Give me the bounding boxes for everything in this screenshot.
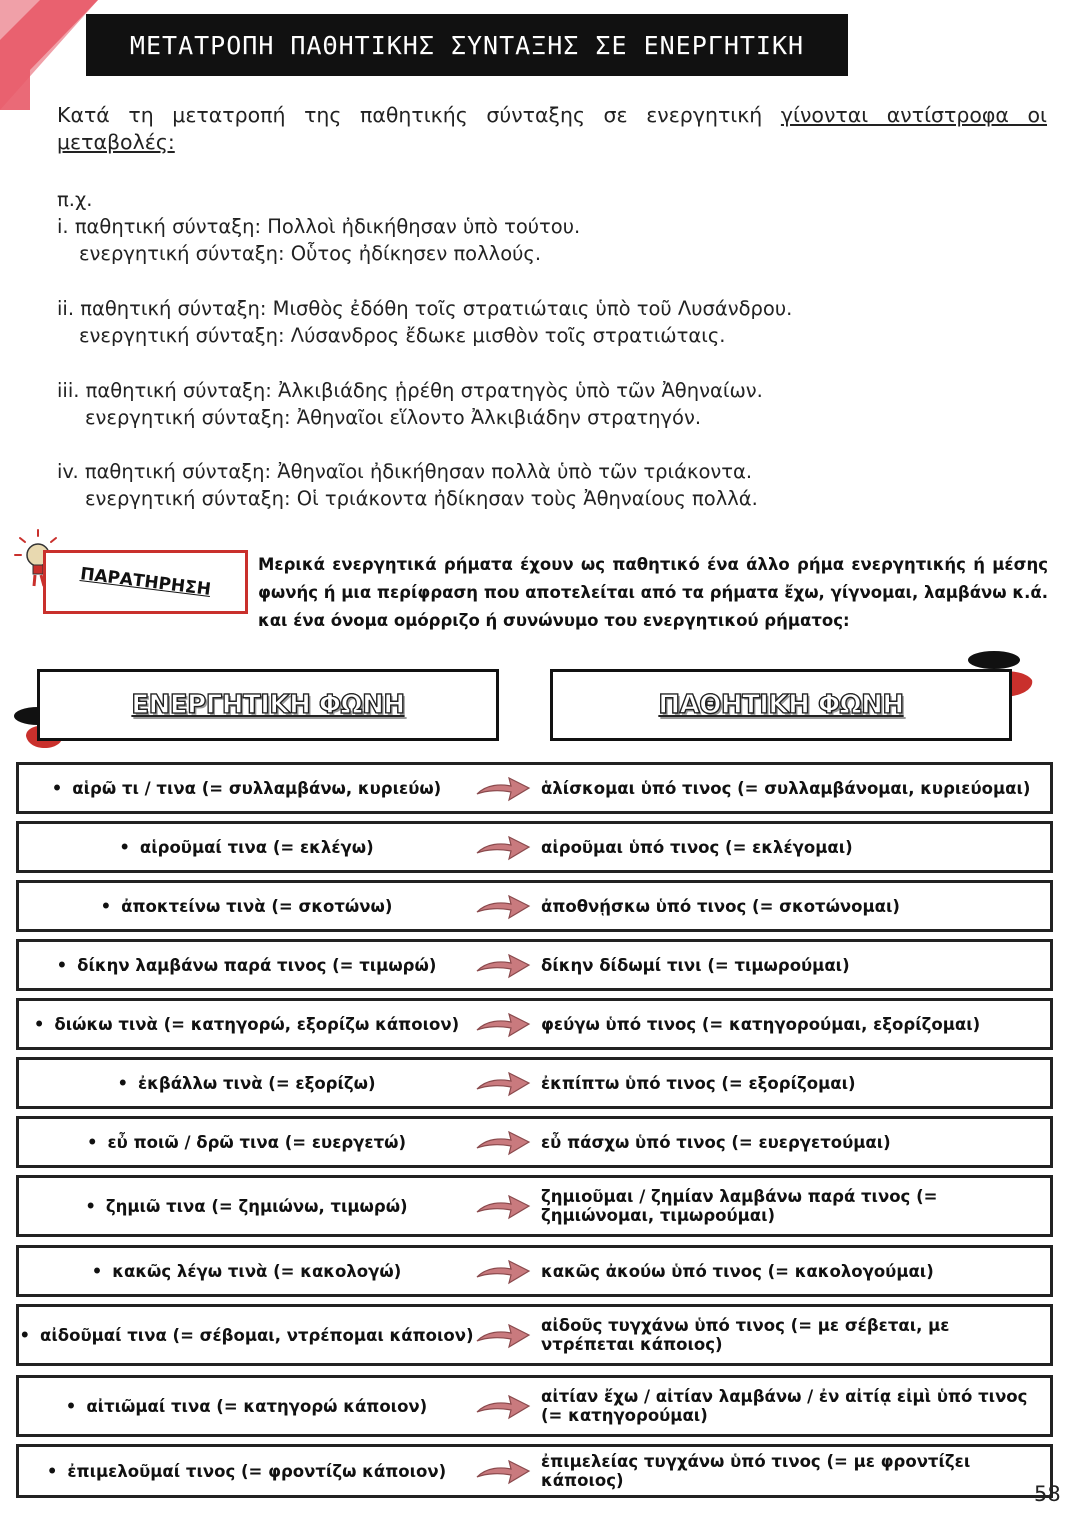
active-voice-text: εὖ ποιῶ / δρῶ τινα (= ευεργετώ) (107, 1132, 407, 1152)
arrow-right-icon (475, 1457, 531, 1485)
active-voice-cell (19, 1001, 474, 1047)
bullet: • (65, 1396, 77, 1416)
page-title: ΜΕΤΑΤΡΟΠΗ ΠΑΘΗΤΙΚΗΣ ΣΥΝΤΑΞΗΣ ΣΕ ΕΝΕΡΓΗΤΙΚΗ (86, 14, 848, 76)
arrow-right-icon (475, 1010, 531, 1038)
active-voice-text: αἰδοῦμαί τινα (= σέβομαι, ντρέπομαι κάποιον) (40, 1325, 474, 1345)
arrow-right-icon (475, 951, 531, 979)
passive-voice-text: ἀποθνῄσκω ὑπό τινος (= σκοτώνομαι) (541, 896, 900, 916)
active-voice-text: διώκω τινὰ (= κατηγορώ, εξορίζω κάποιον) (54, 1014, 460, 1034)
active-voice-text: αἱροῦμαί τινα (= εκλέγω) (139, 837, 374, 857)
passive-voice-cell (541, 1447, 1040, 1495)
arrow-right-icon (475, 774, 531, 802)
bullet: • (85, 1196, 96, 1216)
table-row (16, 1057, 1053, 1109)
passive-voice-text: ζημιοῦμαι / ζημίαν λαμβάνω παρά τινος (= ζημιώνομαι, τιμωρούμαι) (541, 1187, 938, 1225)
example-2: ii. παθητική σύνταξη: Μισθὸς ἐδόθη τοῖς στρατιώταις ὑπὸ τοῦ Λυσάνδρου. ενεργητική σύνταξη: Λύσανδρος ἔδωκε μισθὸν τοῖς στρατιώταις. (57, 297, 793, 347)
passive-voice-cell (541, 765, 1040, 811)
table-row (16, 762, 1053, 814)
table-row (16, 880, 1053, 932)
example-1: i. παθητική σύνταξη: Πολλοὶ ἠδικήθησαν ὑπὸ τούτου. ενεργητική σύνταξη: Οὗτος ἠδίκησεν πολλούς. (57, 215, 581, 265)
active-voice-text: ἐπιμελοῦμαί τινος (= φροντίζω κάποιον) (67, 1461, 447, 1481)
header-passive-voice: ΠΑΘΗΤΙΚΗ ΦΩΝΗ (550, 669, 1012, 741)
passive-voice-cell (541, 883, 1040, 929)
arrow-right-icon (475, 1128, 531, 1156)
active-voice-cell (19, 1307, 474, 1363)
active-voice-text: κακῶς λέγω τινὰ (= κακολογώ) (112, 1261, 402, 1281)
table-row (16, 1444, 1053, 1498)
active-voice-cell (19, 1248, 474, 1294)
intro-underlined-line2: μεταβολές: (57, 130, 175, 154)
active-voice-text: δίκην λαμβάνω παρά τινος (= τιμωρώ) (77, 955, 437, 975)
active-voice-text: αἱρῶ τι / τινα (= συλλαμβάνω, κυριεύω) (72, 778, 442, 798)
active-voice-cell (19, 1178, 474, 1234)
active-voice-cell (19, 1378, 474, 1434)
active-voice-cell (19, 765, 474, 811)
table-row (16, 1304, 1053, 1366)
passive-voice-text: κακῶς ἀκούω ὑπό τινος (= κακολογούμαι) (541, 1261, 934, 1281)
passive-voice-text: ἁλίσκομαι ὑπό τινος (= συλλαμβάνομαι, κυριεύομαι) (541, 778, 1031, 798)
arrow-right-icon (475, 833, 531, 861)
passive-voice-text: ἐκπίπτω ὑπό τινος (= εξορίζομαι) (541, 1073, 856, 1093)
passive-voice-text: αἰδοῦς τυγχάνω ὑπό τινος (= με σέβεται, με ντρέπεται κάποιος) (541, 1316, 950, 1354)
page-number: 58 (1034, 1482, 1061, 1506)
arrow-right-icon (475, 1257, 531, 1285)
arrow-right-icon (475, 1192, 531, 1220)
active-voice-cell (19, 1119, 474, 1165)
passive-voice-cell (541, 1248, 1040, 1294)
bullet: • (86, 1132, 98, 1152)
passive-voice-cell (541, 1378, 1040, 1434)
arrow-right-icon (475, 1392, 531, 1420)
intro-text: Κατά τη μετατροπή της παθητικής σύνταξης σε ενεργητική γίνονται αντίστροφα οι (57, 103, 1047, 127)
table-row (16, 1245, 1053, 1297)
active-voice-text: αἰτιῶμαί τινα (= κατηγορώ κάποιον) (86, 1396, 428, 1416)
passive-voice-cell (541, 1178, 1040, 1234)
active-voice-text: ἐκβάλλω τινὰ (= εξορίζω) (137, 1073, 376, 1093)
bullet: • (19, 1325, 31, 1345)
passive-voice-text: εὖ πάσχω ὑπό τινος (= ευεργετούμαι) (541, 1132, 891, 1152)
passive-voice-text: δίκην δίδωμί τινι (= τιμωρούμαι) (541, 955, 850, 975)
bullet: • (117, 1073, 128, 1093)
arrow-right-icon (475, 892, 531, 920)
passive-voice-text: αἰτίαν ἔχω / αἰτίαν λαμβάνω / ἐν αἰτίᾳ εἰμὶ ὑπό τινος (= κατηγορούμαι) (541, 1387, 1028, 1425)
table-row (16, 1375, 1053, 1437)
note-text: Μερικά ενεργητικά ρήματα έχουν ως παθητικό ένα άλλο ρήμα ενεργητικής ή μέσης φωνής ή μια περίφραση που αποτελείται από τα ρήματα ἔχω, γίγνομαι, λαμβάνω κ.ά. και ένα όνομα ομόρριζο ή συνώνυμο του ενεργητικού ρήματος: (258, 555, 1048, 630)
example-4: iv. παθητική σύνταξη: Ἀθηναῖοι ἠδικήθησαν πολλὰ ὑπὸ τῶν τριάκοντα. ενεργητική σύνταξη: Οἱ τριάκοντα ἠδίκησαν τοὺς Ἀθηναίους πολλά. (57, 460, 758, 510)
active-voice-cell (19, 1060, 474, 1106)
bullet: • (46, 1461, 58, 1481)
passive-voice-cell (541, 1119, 1040, 1165)
table-row (16, 821, 1053, 873)
active-voice-text: ζημιῶ τινα (= ζημιώνω, τιμωρώ) (105, 1196, 408, 1216)
example-3: iii. παθητική σύνταξη: Ἀλκιβιάδης ᾑρέθη στρατηγὸς ὑπὸ τῶν Ἀθηναίων. ενεργητική σύνταξη: Ἀθηναῖοι εἵλοντο Ἀλκιβιάδην στρατηγόν. (57, 379, 763, 429)
table-row (16, 998, 1053, 1050)
table-row (16, 1116, 1053, 1168)
active-voice-cell (19, 883, 474, 929)
bullet: • (56, 955, 68, 975)
passive-voice-cell (541, 824, 1040, 870)
active-voice-cell (19, 942, 474, 988)
arrow-right-icon (475, 1069, 531, 1097)
passive-voice-cell (541, 1060, 1040, 1106)
table-row (16, 1175, 1053, 1237)
table-row (16, 939, 1053, 991)
bullet: • (51, 778, 63, 798)
passive-voice-cell (541, 1001, 1040, 1047)
passive-voice-text: αἱροῦμαι ὑπό τινος (= εκλέγομαι) (541, 837, 853, 857)
passive-voice-text: ἐπιμελείας τυγχάνω ὑπό τινος (= με φροντίζει κάποιος) (541, 1452, 971, 1490)
bullet: • (100, 896, 112, 916)
active-voice-cell (19, 1447, 474, 1495)
note-label: ΠΑΡΑΤΗΡΗΣΗ (79, 564, 212, 600)
bullet: • (119, 837, 130, 857)
examples-label: π.χ. (57, 188, 93, 211)
header-active-voice: ΕΝΕΡΓΗΤΙΚΗ ΦΩΝΗ (37, 669, 499, 741)
active-voice-cell (19, 824, 474, 870)
passive-voice-cell (541, 942, 1040, 988)
note-box (43, 550, 248, 614)
bullet: • (33, 1014, 45, 1034)
passive-voice-cell (541, 1307, 1040, 1363)
arrow-right-icon (475, 1321, 531, 1349)
bullet: • (91, 1261, 103, 1281)
active-voice-text: ἀποκτείνω τινὰ (= σκοτώνω) (121, 896, 393, 916)
passive-voice-text: φεύγω ὑπό τινος (= κατηγορούμαι, εξορίζομαι) (541, 1014, 981, 1034)
